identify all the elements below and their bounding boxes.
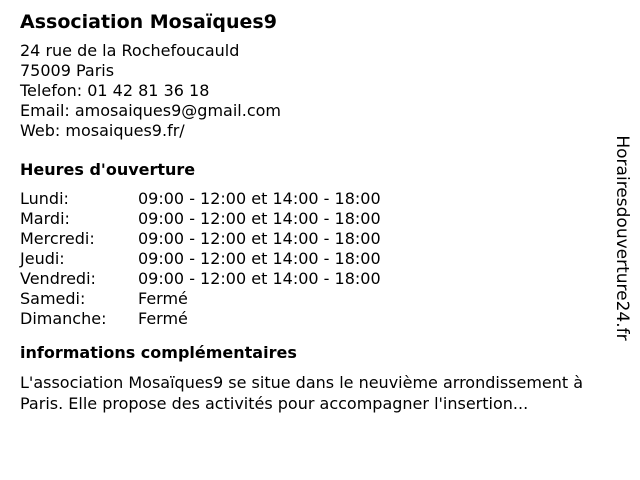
day-label: Vendredi: (20, 269, 96, 288)
opening-hours-table (20, 189, 381, 329)
business-card (20, 9, 610, 414)
hours-row-lundi (20, 189, 381, 209)
day-hours: Fermé (138, 289, 188, 308)
email-address: Email: amosaiques9@gmail.com (20, 101, 281, 120)
day-label: Mardi: (20, 209, 70, 228)
address-city: 75009 Paris (20, 61, 115, 80)
description-text: L'association Mosaïques9 se situe dans le neuvième arrondissement à Paris. Elle propose des activités pour accompagner l'insertion... (20, 373, 584, 413)
hours-row-vendredi (20, 269, 381, 289)
day-hours: Fermé (138, 309, 188, 328)
day-hours: 09:00 - 12:00 et 14:00 - 18:00 (138, 229, 381, 248)
day-label: Lundi: (20, 189, 69, 208)
day-hours: 09:00 - 12:00 et 14:00 - 18:00 (138, 189, 381, 208)
site-watermark: Horairesdouverture24.fr (612, 135, 632, 341)
day-label: Dimanche: (20, 309, 107, 328)
website-address: Web: mosaiques9.fr/ (20, 121, 185, 140)
day-hours: 09:00 - 12:00 et 14:00 - 18:00 (138, 209, 381, 228)
contact-block (20, 41, 610, 141)
hours-row-jeudi (20, 249, 381, 269)
additional-info-heading: informations complémentaires (20, 343, 297, 362)
hours-row-dimanche (20, 309, 381, 329)
day-label: Jeudi: (20, 249, 65, 268)
day-hours: 09:00 - 12:00 et 14:00 - 18:00 (138, 269, 381, 288)
page-title: Association Mosaïques9 (20, 11, 277, 33)
day-label: Samedi: (20, 289, 86, 308)
hours-row-samedi (20, 289, 381, 309)
phone-number: Telefon: 01 42 81 36 18 (20, 81, 210, 100)
address-street: 24 rue de la Rochefoucauld (20, 41, 240, 60)
hours-row-mercredi (20, 229, 381, 249)
opening-hours-heading: Heures d'ouverture (20, 160, 196, 179)
day-hours: 09:00 - 12:00 et 14:00 - 18:00 (138, 249, 381, 268)
day-label: Mercredi: (20, 229, 95, 248)
hours-row-mardi (20, 209, 381, 229)
